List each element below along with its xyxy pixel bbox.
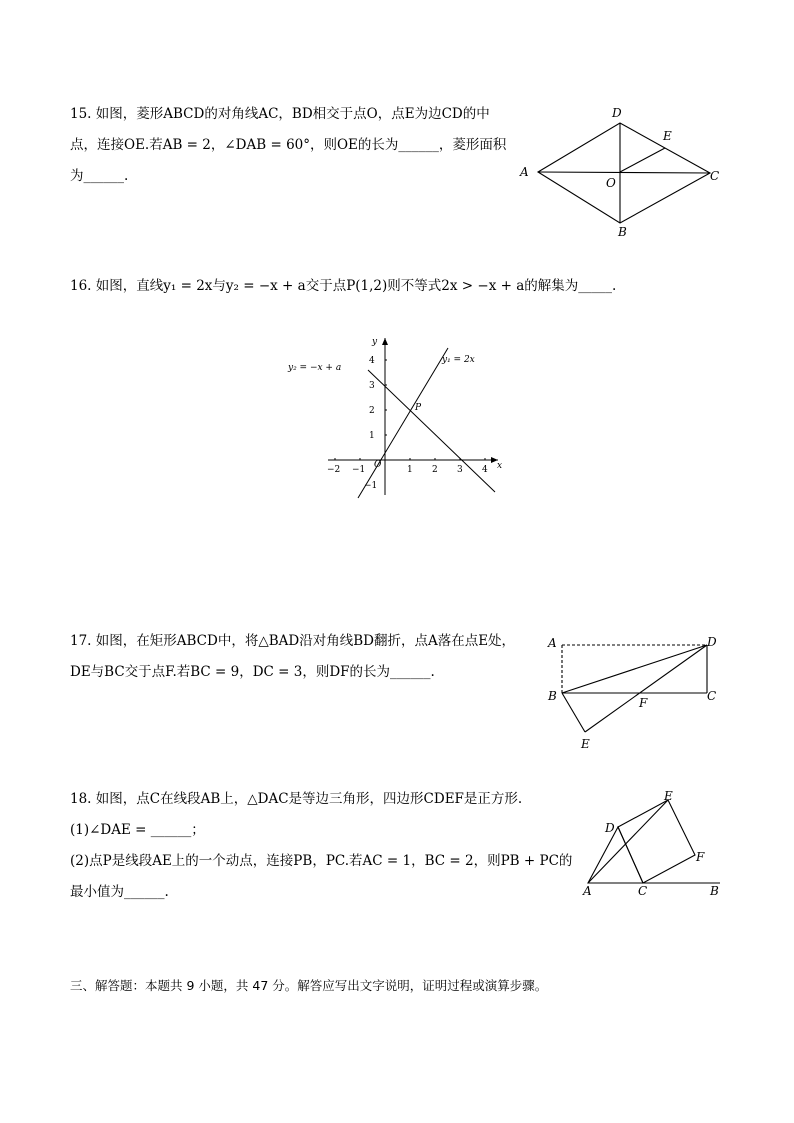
label-D: D <box>605 821 615 835</box>
label-C: C <box>710 169 720 183</box>
y-tick: 1 <box>369 431 375 441</box>
q17-line1: 17. 如图，在矩形ABCD中，将△BAD沿对角线BD翻折，点A落在点E处， <box>70 633 516 649</box>
x-tick: −2 <box>327 465 341 475</box>
x-tick: 3 <box>457 465 463 475</box>
label-B: B <box>618 225 627 239</box>
triangle-square-figure <box>575 785 730 900</box>
origin-label: O <box>374 460 382 470</box>
q18-line4: 最小值为______. <box>70 884 169 900</box>
x-tick: 2 <box>432 465 438 475</box>
label-F: F <box>639 696 648 710</box>
y-axis-label: y <box>372 337 378 347</box>
x-tick: 1 <box>407 465 413 475</box>
label-D: D <box>612 106 622 120</box>
x-tick: 4 <box>482 465 488 475</box>
y1-line-label: y₁ = 2x <box>442 355 475 365</box>
y-tick: 2 <box>369 406 375 416</box>
q18-line2: (1)∠DAE = ______； <box>70 822 205 838</box>
x-axis-label: x <box>497 461 503 471</box>
label-A: A <box>583 884 592 898</box>
x-tick: −1 <box>352 465 366 475</box>
label-F: F <box>696 850 705 864</box>
section-3-heading: 三、解答题：本题共 9 小题，共 47 分。解答应写出文字说明，证明过程或演算步骤。 <box>70 978 548 993</box>
label-D: D <box>707 635 717 649</box>
y-axis-arrow-icon <box>382 338 388 345</box>
label-B: B <box>548 689 557 703</box>
q18-line3: (2)点P是线段AE上的一个动点，连接PB，PC.若AC = 1，BC = 2，则PB + PC的 <box>70 853 573 869</box>
label-C: C <box>638 884 648 898</box>
q18-line1: 18. 如图，点C在线段AB上，△DAC是等边三角形，四边形CDEF是正方形. <box>70 791 523 807</box>
label-B: B <box>710 884 719 898</box>
label-A: A <box>520 165 529 179</box>
point-P-label: P <box>415 403 422 413</box>
q15-line2: 点，连接OE.若AB = 2，∠DAB = 60°，则OE的长为______，菱形面积 <box>70 137 507 153</box>
linear-functions-graph <box>280 330 510 500</box>
q15-line1: 15. 如图，菱形ABCD的对角线AC，BD相交于点O，点E为边CD的中 <box>70 106 490 122</box>
label-E: E <box>581 737 590 751</box>
y-tick: 3 <box>369 381 375 391</box>
y-tick: −1 <box>364 481 378 491</box>
label-E: E <box>663 129 672 143</box>
q15-line3: 为______. <box>70 168 129 184</box>
rhombus-figure <box>510 100 730 245</box>
label-C: C <box>707 689 717 703</box>
label-A: A <box>548 636 557 650</box>
rectangle-fold-figure <box>540 630 730 755</box>
q16-line1: 16. 如图，直线y₁ = 2x与y₂ = −x + a交于点P(1,2)则不等式2x > −x + a的解集为_____. <box>70 278 617 294</box>
y2-line-label: y₂ = −x + a <box>288 363 342 373</box>
q17-line2: DE与BC交于点F.若BC = 9，DC = 3，则DF的长为______. <box>70 664 435 680</box>
label-O: O <box>606 176 616 190</box>
y-tick: 4 <box>369 356 375 366</box>
label-E: E <box>664 789 673 803</box>
